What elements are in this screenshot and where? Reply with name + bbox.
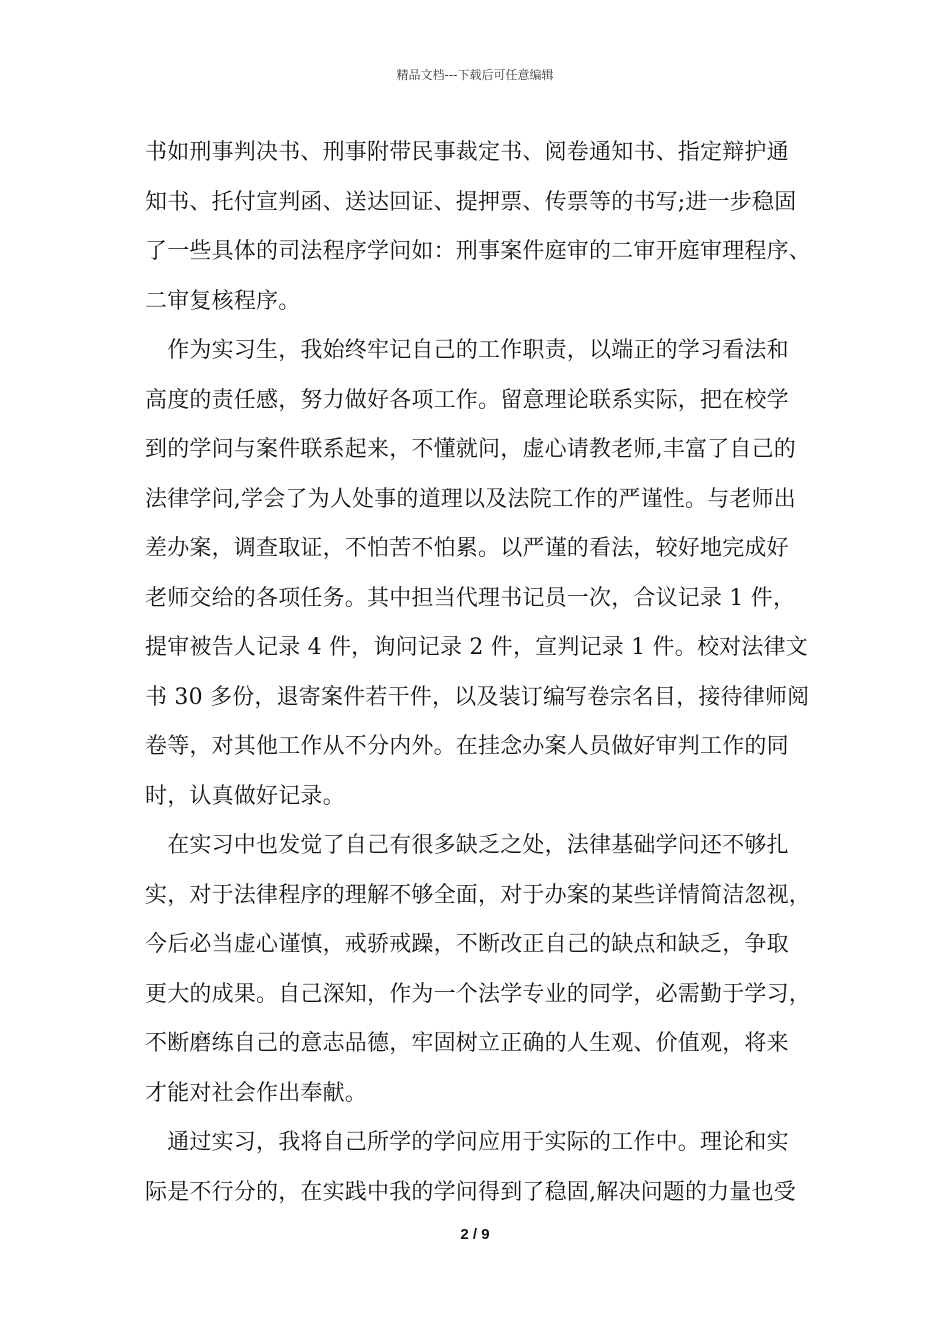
text-line: 了一些具体的司法程序学问如：刑事案件庭审的二审开庭审理程序、	[145, 239, 812, 264]
text-line: 书如刑事判决书、刑事附带民事裁定书、阅卷通知书、指定辩护通	[145, 140, 789, 165]
text-line: 才能对社会作出奉献。	[145, 1080, 368, 1106]
text-line: 今后必当虚心谨慎，戒骄戒躁，不断改正自己的缺点和缺乏，争取	[145, 932, 789, 957]
text-line: 差办案，调查取证，不怕苦不怕累。以严谨的看法，较好地完成好	[145, 536, 789, 561]
text-line: 际是不行分的，在实践中我的学问得到了稳固,解决问题的力量也受	[145, 1179, 796, 1205]
text-line: 在实习中也发觉了自己有很多缺乏之处，法律基础学问还不够扎	[145, 833, 789, 858]
text-line: 高度的责任感，努力做好各项工作。留意理论联系实际，把在校学	[145, 387, 789, 413]
paragraph	[145, 1118, 835, 1217]
text-line: 作为实习生，我始终牢记自己的工作职责，以端正的学习看法和	[145, 338, 789, 363]
text-line: 卷等，对其他工作从不分内外。在挂念办案人员做好审判工作的同	[145, 734, 789, 759]
text-line: 实，对于法律程序的理解不够全面，对于办案的某些详情简洁忽视，	[145, 882, 812, 908]
text-line: 到的学问与案件联系起来，不懂就问，虚心请教老师,丰富了自己的	[145, 437, 796, 462]
text-line: 更大的成果。自己深知，作为一个法学专业的同学，必需勤于学习，	[145, 981, 812, 1007]
page-number: 2 / 9	[460, 1226, 490, 1243]
text-line: 时，认真做好记录。	[145, 783, 345, 809]
paragraph	[145, 128, 835, 326]
text-line: 通过实习，我将自己所学的学问应用于实际的工作中。理论和实	[145, 1130, 789, 1155]
text-line: 书 30 多份，退寄案件若干件，以及装订编写卷宗名目，接待律师阅	[145, 684, 810, 710]
text-line: 二审复核程序。	[145, 288, 301, 314]
page-header: 精品文档---下载后可任意编辑	[396, 68, 554, 82]
text-line: 法律学问,学会了为人处事的道理以及法院工作的严谨性。与老师出	[145, 486, 796, 512]
text-line: 知书、托付宣判函、送达回证、提押票、传票等的书写;进一步稳固	[145, 189, 797, 215]
paragraph	[145, 326, 835, 821]
text-line: 老师交给的各项任务。其中担当代理书记员一次，合议记录 1 件，	[145, 585, 796, 611]
paragraph	[145, 821, 835, 1118]
text-line: 不断磨练自己的意志品德，牢固树立正确的人生观、价值观，将来	[145, 1031, 789, 1056]
body-text	[145, 128, 835, 1217]
text-line: 提审被告人记录 4 件，询问记录 2 件，宣判记录 1 件。校对法律文	[145, 635, 808, 660]
